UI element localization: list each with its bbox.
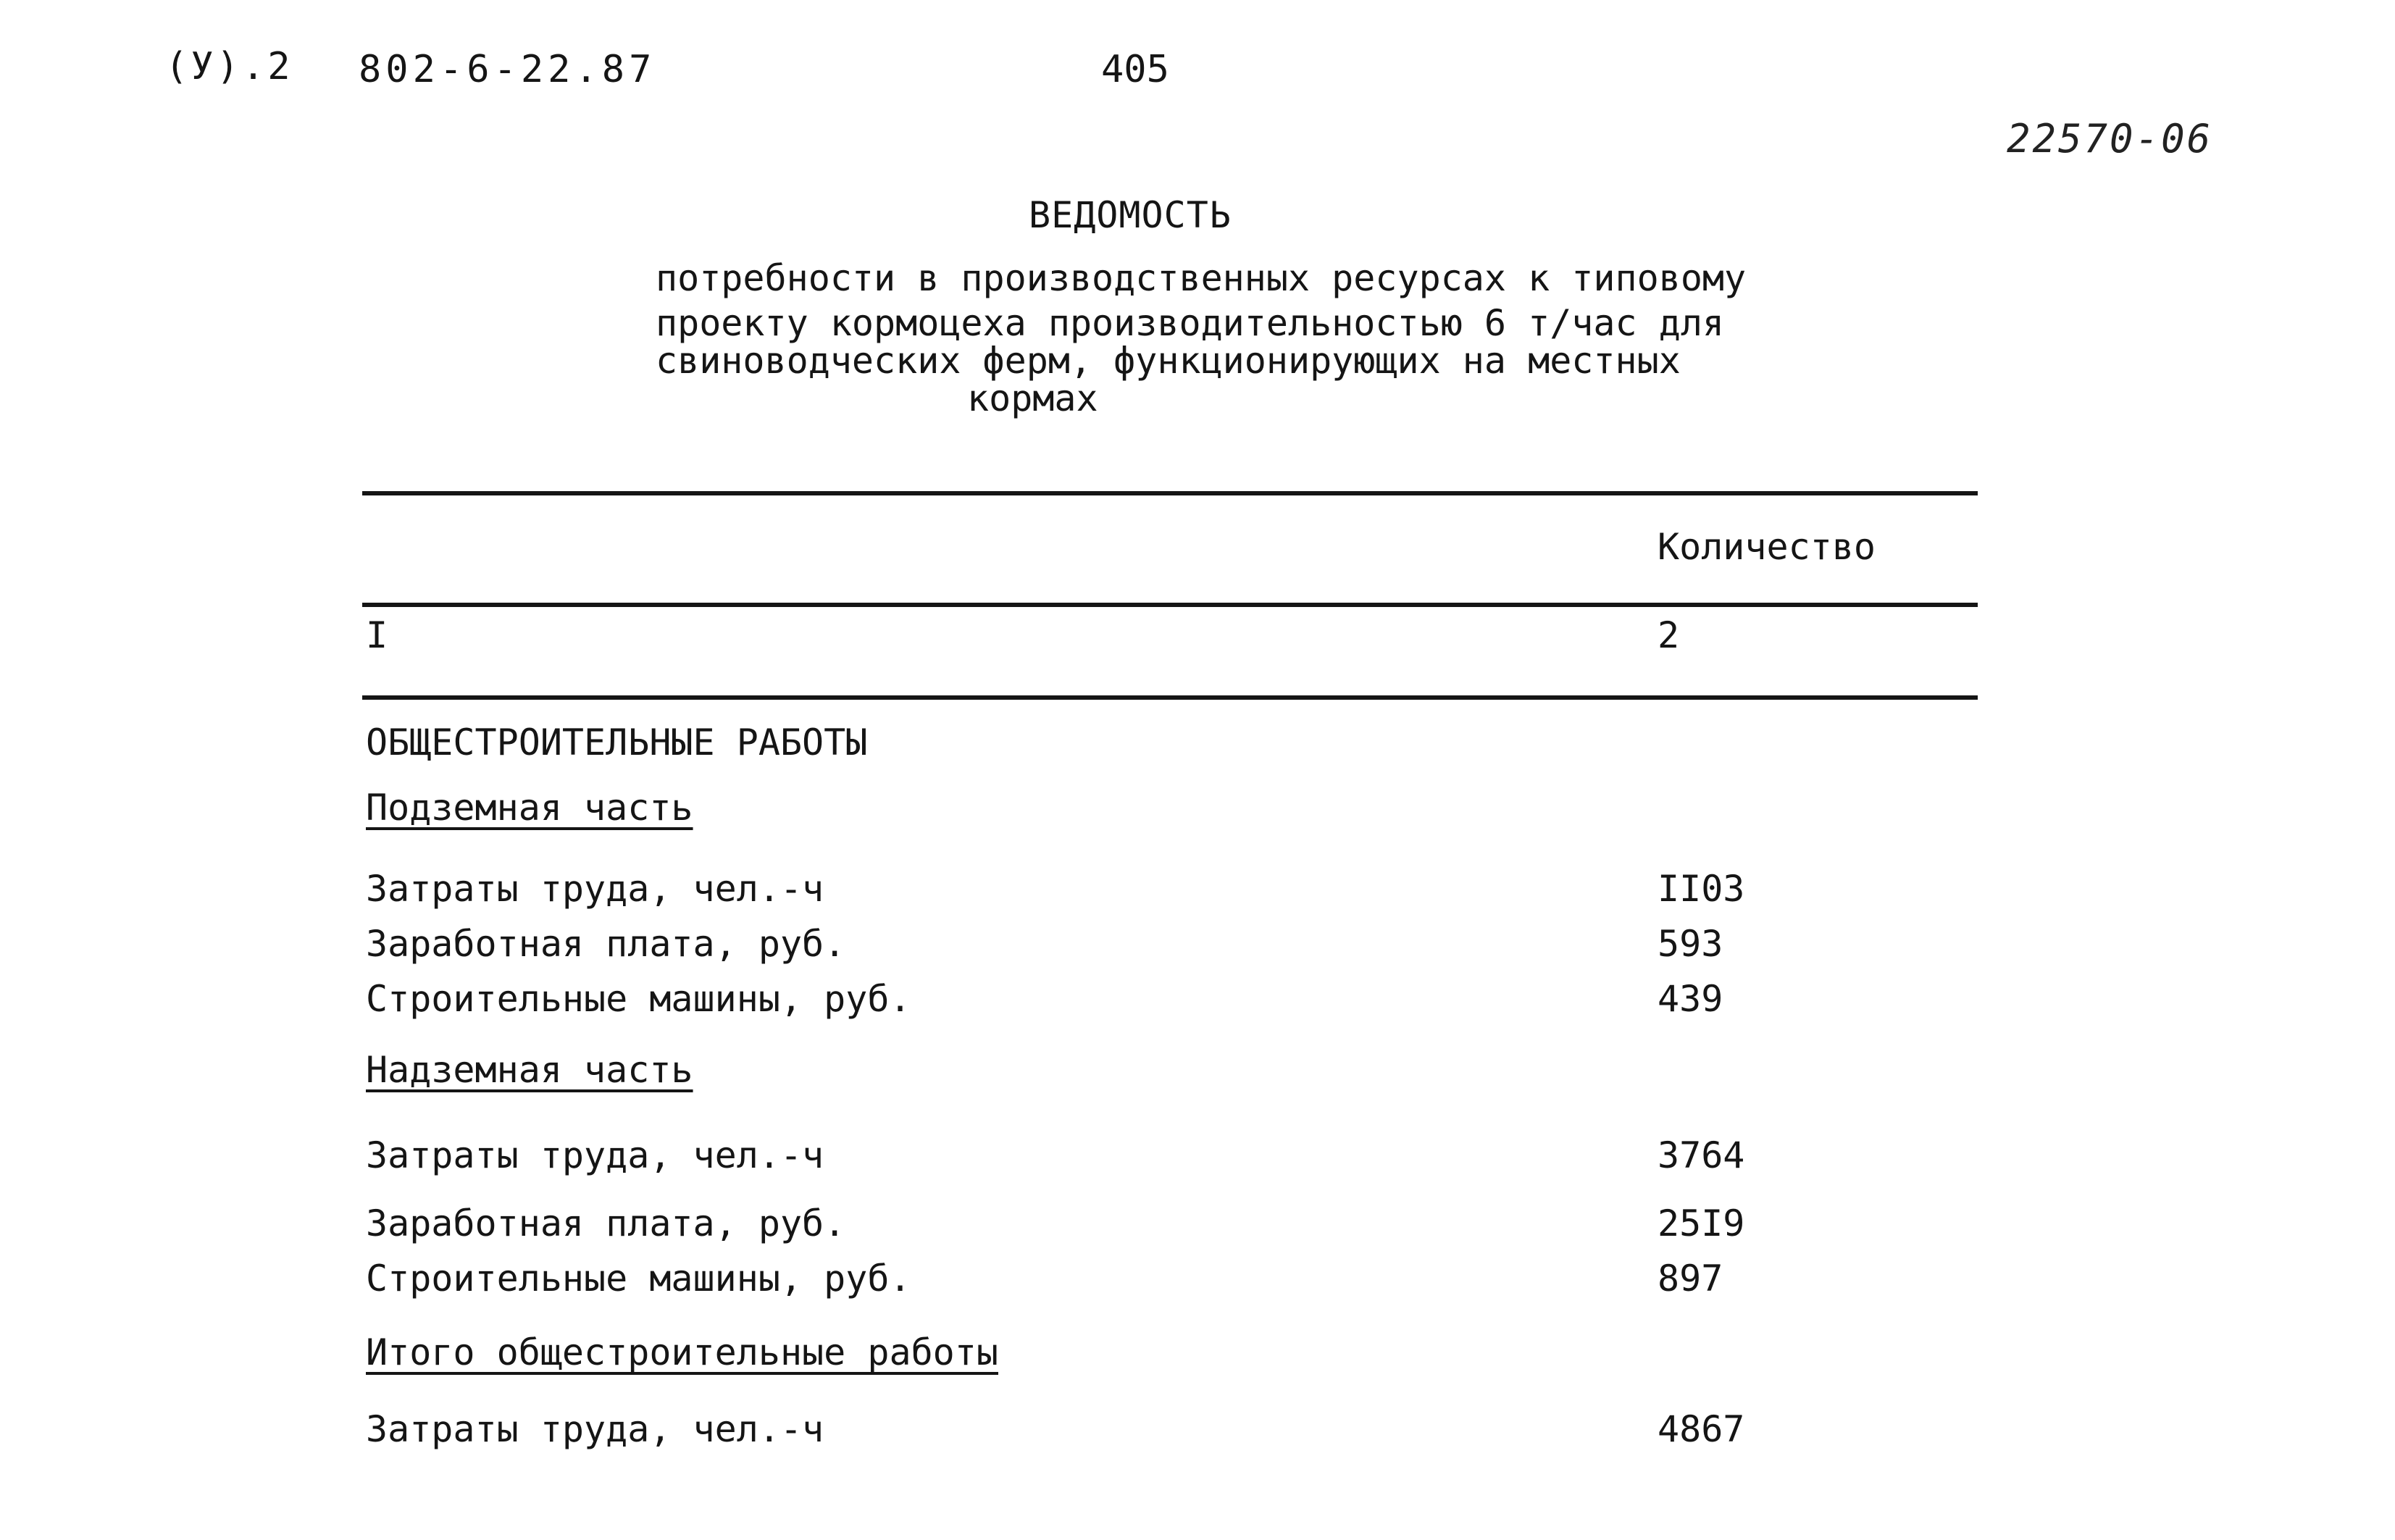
row-value: 439 <box>1658 978 1723 1020</box>
column-number-1: I <box>366 614 388 656</box>
row-label: Строительные машины, руб. <box>366 978 911 1020</box>
column-header-quantity: Количество <box>1658 526 1876 568</box>
table-body-rule <box>362 695 1978 700</box>
subtitle-line: кормах <box>967 377 1098 419</box>
subtitle-line: свиноводческих ферм, функционирующих на местных <box>656 340 1681 382</box>
subsection-title-underground: Подземная часть <box>366 787 693 829</box>
row-value: II03 <box>1658 868 1745 910</box>
document-title: ВЕДОМОСТЬ <box>1029 194 1232 236</box>
row-label: Затраты труда, чел.-ч <box>366 868 824 910</box>
row-label: Заработная плата, руб. <box>366 923 846 965</box>
row-label: Затраты труда, чел.-ч <box>366 1408 824 1450</box>
column-number-2: 2 <box>1658 614 1680 656</box>
row-value: 897 <box>1658 1257 1723 1300</box>
document-index: (У).2 <box>165 45 293 88</box>
subsection-title-total: Итого общестроительные работы <box>366 1331 998 1373</box>
project-code: 802-6-22.87 <box>359 48 656 91</box>
subsection-title-aboveground: Надземная часть <box>366 1049 693 1091</box>
row-label: Строительные машины, руб. <box>366 1257 911 1300</box>
section-title: ОБЩЕСТРОИТЕЛЬНЫЕ РАБОТЫ <box>366 721 868 763</box>
row-value: 593 <box>1658 923 1723 965</box>
row-value: 25I9 <box>1658 1202 1745 1244</box>
subtitle-line: проекту кормоцеха производительностью 6 т/час для <box>656 302 1725 344</box>
page-number: 405 <box>1101 48 1169 91</box>
subtitle-line: потребности в производственных ресурсах к типовому <box>656 257 1747 299</box>
row-value: 3764 <box>1658 1134 1745 1176</box>
row-label: Затраты труда, чел.-ч <box>366 1134 824 1176</box>
row-value: 4867 <box>1658 1408 1745 1450</box>
table-top-rule <box>362 491 1978 495</box>
row-label: Заработная плата, руб. <box>366 1202 846 1244</box>
handwritten-doc-number: 22570-06 <box>2007 116 2213 162</box>
table-header-rule <box>362 603 1978 607</box>
